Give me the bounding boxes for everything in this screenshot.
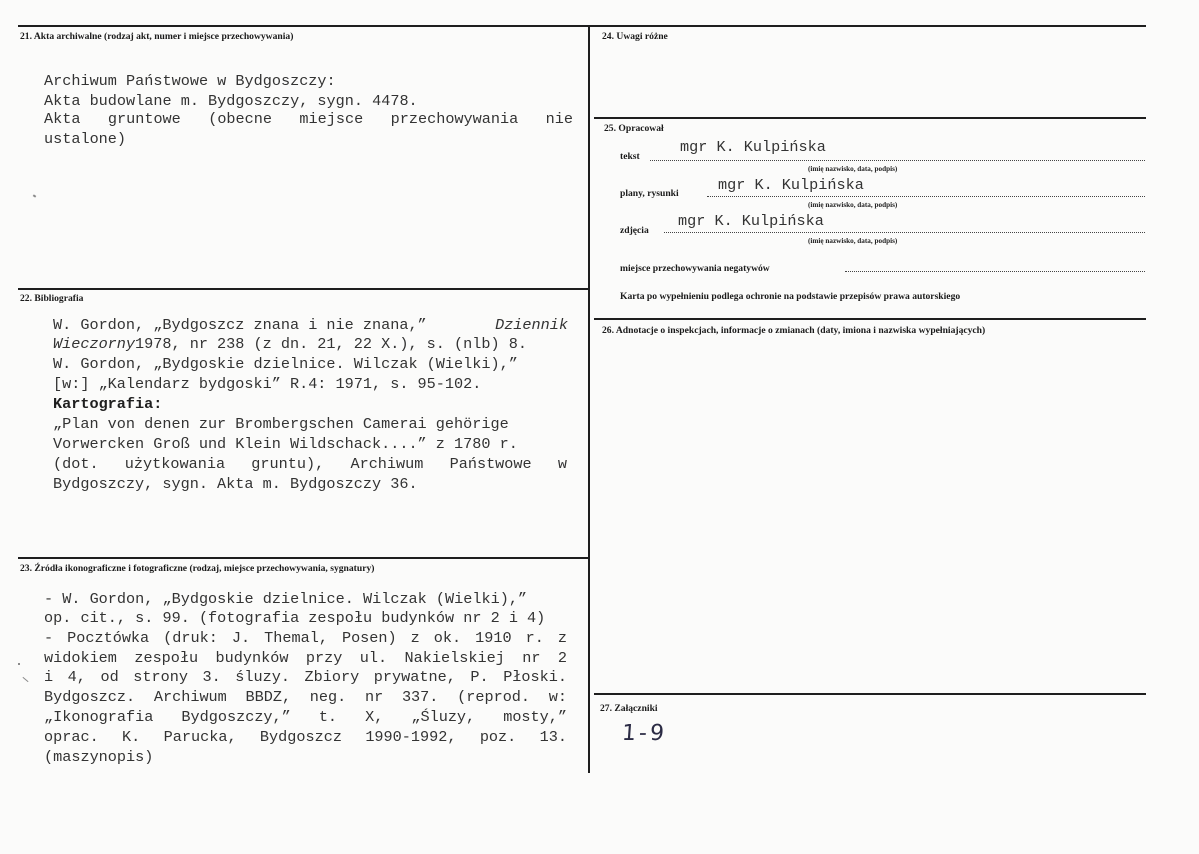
divider-22-23 — [18, 557, 589, 559]
section-27-label: 27. Załączniki — [600, 703, 658, 714]
s22-line-2-italic: Wieczorny — [53, 335, 136, 353]
s23-line-9: (maszynopis) — [44, 748, 154, 766]
s21-line-1: Archiwum Państwowe w Bydgoszczy: — [44, 72, 336, 90]
s25-plany-caption: (imię nazwisko, data, podpis) — [808, 201, 898, 209]
s22-line-5: „Plan von denen zur Brombergschen Camerai gehörige — [53, 415, 509, 433]
s21-line-4: ustalone) — [44, 130, 127, 148]
section-23-label: 23. Źródła ikonograficzne i fotograficzne (rodzaj, miejsce przechowywania, sygnatury) — [20, 563, 375, 574]
divider-24-25 — [594, 117, 1146, 119]
s23-line-8: oprac. K. Parucka, Bydgoszcz 1990-1992, poz. 13. — [44, 728, 567, 746]
s21-line-2: Akta budowlane m. Bydgoszczy, sygn. 4478. — [44, 92, 418, 110]
scan-speck — [22, 677, 28, 682]
divider-26-27 — [594, 693, 1146, 695]
section-26-label: 26. Adnotacje o inspekcjach, informacje o zmianach (daty, imiona i nazwiska wypełniających) — [602, 325, 986, 336]
s23-line-7: „Ikonografia Bydgoszczy,” t. X, „Śluzy, mosty,” — [44, 708, 567, 726]
s23-line-2: op. cit., s. 99. (fotografia zespołu budynków nr 2 i 4) — [44, 609, 546, 627]
s25-plany-value: mgr K. Kulpińska — [718, 176, 864, 194]
section-21-label: 21. Akta archiwalne (rodzaj akt, numer i miejsce przechowywania) — [20, 31, 294, 42]
s25-zdjecia-caption: (imię nazwisko, data, podpis) — [808, 237, 898, 245]
section-25-label: 25. Opracował — [604, 123, 664, 134]
s27-handwritten-value: 1-9 — [621, 721, 668, 746]
s22-line-1 — [53, 316, 568, 336]
scan-speck — [33, 194, 37, 197]
s22-line-8: Bydgoszczy, sygn. Akta m. Bydgoszczy 36. — [53, 475, 418, 493]
s21-line-3: Akta gruntowe (obecne miejsce przechowywania nie — [44, 110, 573, 128]
s25-negatives-label: miejsce przechowywania negatywów — [620, 263, 770, 274]
s25-tekst-value: mgr K. Kulpińska — [680, 138, 826, 156]
s25-plany-dotted-line — [707, 196, 1145, 197]
s25-zdjecia-dotted-line — [664, 232, 1145, 233]
s22-line-7: (dot. użytkowania gruntu), Archiwum Państwowe w — [53, 455, 567, 473]
s22-line-2 — [53, 335, 527, 355]
s22-line-2-text: 1978, nr 238 (z dn. 21, 22 X.), s. (nlb) 8. — [135, 335, 527, 353]
s22-kartografia-heading: Kartografia: — [53, 395, 163, 413]
s25-negatives-dotted-line — [845, 271, 1145, 272]
s25-tekst-caption: (imię nazwisko, data, podpis) — [808, 165, 898, 173]
s25-tekst-label: tekst — [620, 151, 640, 162]
s22-line-4: [w:] „Kalendarz bydgoski” R.4: 1971, s. 95-102. — [53, 375, 482, 393]
s25-plany-label: plany, rysunki — [620, 188, 679, 199]
s25-copyright-notice: Karta po wypełnieniu podlega ochronie na podstawie przepisów prawa autorskiego — [620, 291, 961, 302]
section-24-label: 24. Uwagi różne — [602, 31, 668, 42]
s23-line-1: - W. Gordon, „Bydgoskie dzielnice. Wilczak (Wielki),” — [44, 590, 528, 608]
s25-tekst-dotted-line — [650, 160, 1145, 161]
top-border — [18, 25, 1146, 27]
s23-line-6: Bydgoszcz. Archiwum BBDZ, neg. nr 337. (reprod. w: — [44, 688, 567, 706]
section-22-label: 22. Bibliografia — [20, 293, 84, 304]
s22-line-1-text: W. Gordon, „Bydgoszcz znana i nie znana,” — [53, 316, 427, 334]
s25-zdjecia-value: mgr K. Kulpińska — [678, 212, 824, 230]
s22-line-6: Vorwercken Groß und Klein Wildschack....” z 1780 r. — [53, 435, 518, 453]
s23-line-3: - Pocztówka (druk: J. Themal, Posen) z ok. 1910 r. z — [44, 629, 567, 647]
s23-line-5: i 4, od strony 3. śluzy. Zbiory prywatne, P. Płoski. — [44, 668, 567, 686]
s25-zdjecia-label: zdjęcia — [620, 225, 649, 236]
s23-line-4: widokiem zespołu budynków przy ul. Nakielskiej nr 2 — [44, 649, 567, 667]
divider-21-22 — [18, 288, 589, 290]
s22-line-1-italic: Dziennik — [495, 316, 568, 334]
s22-line-3: W. Gordon, „Bydgoskie dzielnice. Wilczak (Wielki),” — [53, 355, 518, 373]
divider-25-26 — [594, 318, 1146, 320]
column-divider — [588, 25, 590, 773]
scan-speck — [18, 663, 20, 665]
